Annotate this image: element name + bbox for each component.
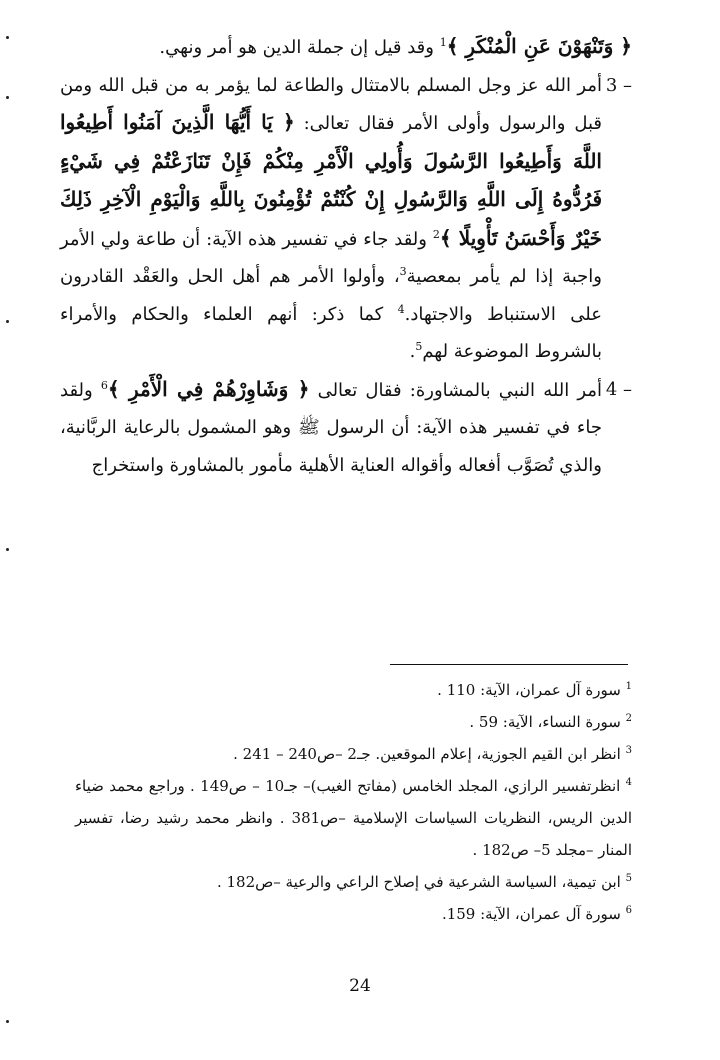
scan-edge-mark bbox=[6, 1020, 9, 1023]
numbered-paragraph-3 bbox=[60, 67, 632, 371]
paragraph-text: . bbox=[409, 341, 416, 362]
footnote bbox=[75, 770, 632, 866]
scan-edge-mark bbox=[6, 548, 9, 551]
footnote-text: سورة النساء، الآية: 59 . bbox=[469, 713, 621, 731]
paragraph-text: ولقد جاء في تفسير هذه الآية: أن الرسول ﷺ وهو المشمول بالرعاية الربَّانية، والذي تُصَوَّب أفعاله وأقواله العناية الأهلية مأمور بالمشاورة واستخراج bbox=[60, 379, 602, 476]
page-number: 24 bbox=[349, 976, 371, 996]
scan-edge-mark bbox=[6, 320, 9, 323]
footnote-number: 6 bbox=[625, 905, 632, 916]
footnote-ref: 2 bbox=[432, 227, 440, 241]
numbered-paragraph-4 bbox=[60, 371, 632, 485]
footnote-text: ابن تيمية، السياسة الشرعية في إصلاح الراعي والرعية –ص182 . bbox=[216, 873, 621, 891]
footnote-text: انظر ابن القيم الجوزية، إعلام الموقعين. جـ2 –ص240 – 241 . bbox=[233, 745, 621, 763]
footnote bbox=[75, 738, 632, 770]
footnote-ref: 1 bbox=[439, 36, 447, 49]
scan-edge-mark bbox=[6, 96, 9, 99]
footnote-text: سورة آل عمران، الآية: 110 . bbox=[437, 681, 621, 699]
quran-verse: ﴿ وَتَنْهَوْنَ عَنِ الْمُنْكَرِ ﴾ bbox=[446, 34, 632, 58]
paragraph-text: وقد قيل إن جملة الدين هو أمر ونهي. bbox=[159, 37, 440, 58]
paragraph-number: 4 – bbox=[605, 378, 632, 400]
footnote-ref: 3 bbox=[399, 265, 407, 278]
paragraph-text: أمر الله النبي بالمشاورة: فقال تعالى bbox=[309, 379, 602, 401]
footnote bbox=[75, 674, 632, 706]
footnote-number: 2 bbox=[625, 713, 632, 724]
footnote-text: سورة آل عمران، الآية: 159. bbox=[441, 905, 621, 923]
footnote-ref: 4 bbox=[397, 302, 405, 316]
footnote bbox=[75, 866, 632, 898]
footnote-ref: 5 bbox=[415, 340, 423, 353]
quran-verse: ﴿ وَشَاوِرْهُمْ فِي الْأَمْرِ ﴾ bbox=[107, 376, 310, 401]
body-text bbox=[60, 28, 632, 484]
footnote bbox=[75, 706, 632, 738]
paragraph-number: 3 – bbox=[605, 74, 632, 96]
paragraph-text: ، وأولوا الأمر هم أهل الحل والعَقْد القادرون على الاستنباط والاجتهاد. bbox=[60, 266, 602, 325]
footnote-number: 1 bbox=[625, 681, 632, 692]
paragraph-text: ولقد جاء في تفسير هذه الآية: أن طاعة ولي الأمر واجبة إذا لم يأمر بمعصية bbox=[60, 228, 602, 287]
continuation-paragraph bbox=[60, 28, 632, 67]
quran-verse: ﴿ يَا أَيُّهَا الَّذِينَ آمَنُوا أَطِيعُوا اللَّهَ وَأَطِيعُوا الرَّسُولَ وَأُولِي الْأَمْرِ مِنْكُمْ فَإِنْ تَنَازَعْتُمْ فِي شَيْءٍ فَرُدُّوهُ إِلَى اللَّهِ وَالرَّسُولِ إِنْ كُنْتُمْ تُؤْمِنُونَ بِاللَّهِ وَالْيَوْمِ الْآخِرِ ذَلِكَ خَيْرٌ وَأَحْسَنُ تَأْوِيلًا ﴾ bbox=[60, 110, 602, 250]
paragraph-text: كما ذكر: أنهم العلماء والحكام والأمراء بالشروط الموضوعة لهم bbox=[60, 303, 602, 362]
footnotes bbox=[75, 674, 632, 930]
scan-edge-mark bbox=[6, 36, 9, 39]
footnote-number: 3 bbox=[625, 745, 632, 756]
footnote-number: 5 bbox=[625, 873, 632, 884]
footnote-text: انظرتفسير الرازي، المجلد الخامس (مفاتح الغيب)– جـ10 – ص149 . وراجع محمد ضياء الدين الريس، النظريات السياسات الإسلامية –ص381 . وانظر محمد رشيد رضا، تفسير المنار –مجلد 5– ص182 . bbox=[75, 777, 633, 859]
footnote-separator bbox=[390, 664, 628, 665]
footnote-number: 4 bbox=[625, 777, 632, 788]
footnote bbox=[75, 898, 632, 930]
footnote-ref: 6 bbox=[100, 378, 108, 392]
paragraph-text: أمر الله عز وجل المسلم بالامتثال والطاعة لما يؤمر به من قبل الله ومن قبل والرسول وأولى الأمر فقال تعالى: bbox=[60, 74, 603, 134]
